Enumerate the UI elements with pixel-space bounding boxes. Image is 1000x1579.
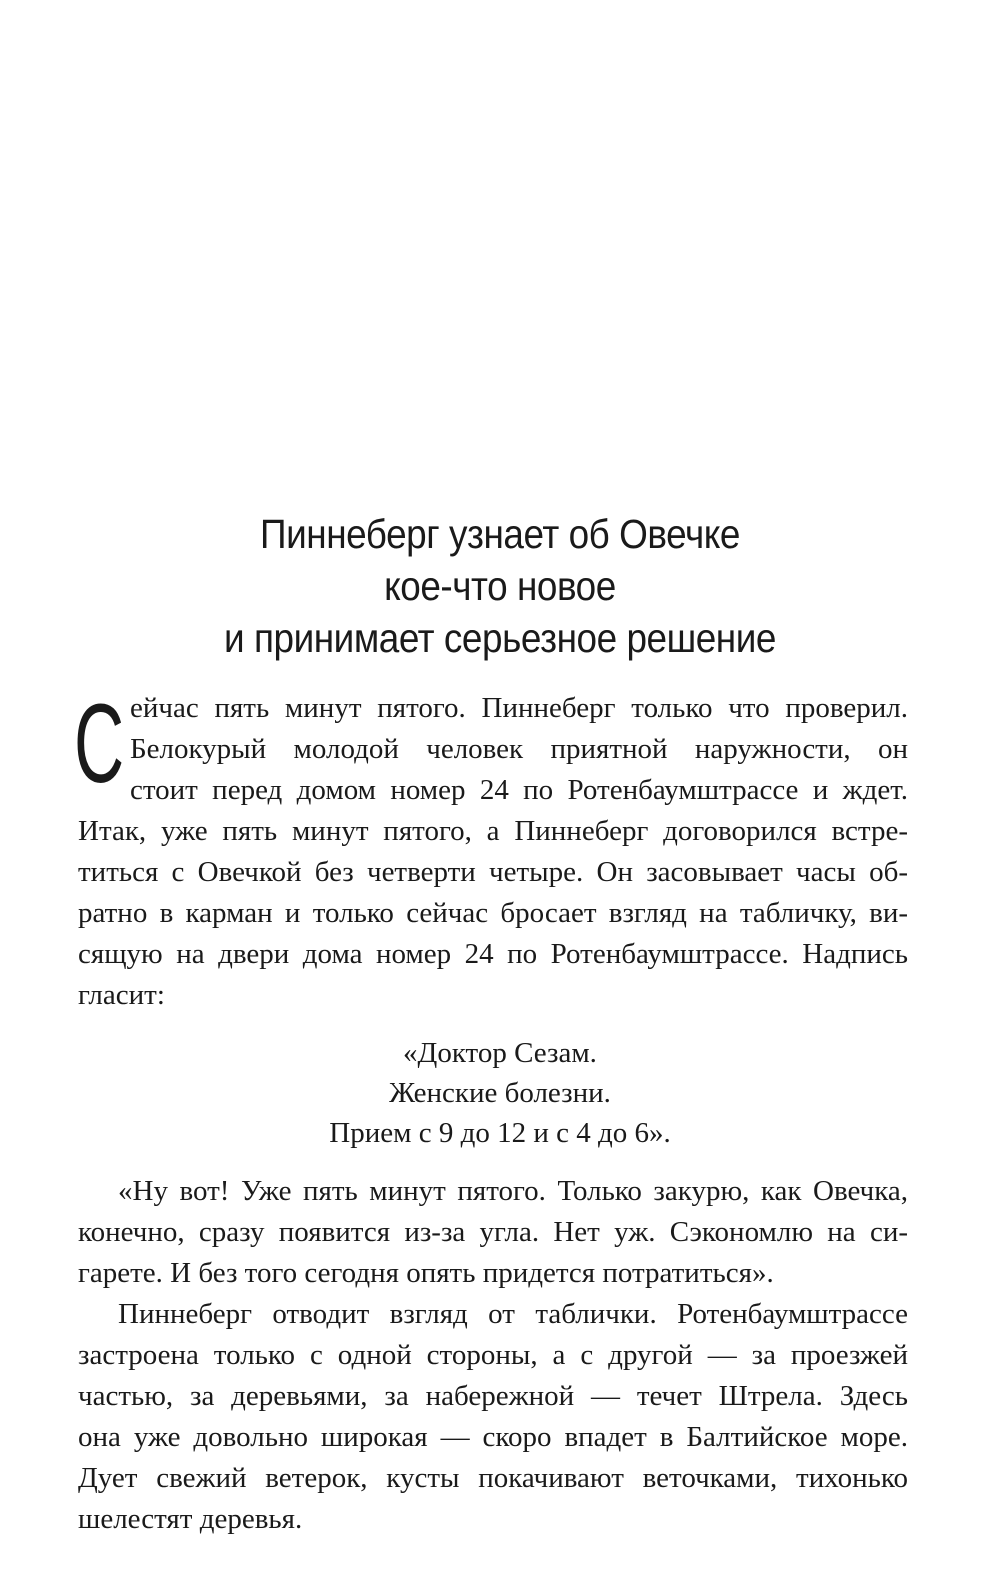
text-line: шелестят деревья. [78, 1503, 303, 1535]
text-line: гарете. И без того сегодня опять придется потратиться». [78, 1257, 774, 1289]
chapter-title-line: Пиннеберг узнает об Овечке [260, 511, 740, 557]
text-line: титься с Овечкой без четверти четыре. Он засовывает часы об- [78, 856, 908, 888]
text-line: стоит перед домом номер 24 по Ротенбаумштрассе и ждет. [130, 774, 908, 806]
text-line: Пиннеберг отводит взгляд от таблички. Ротенбаумштрассе [118, 1298, 908, 1330]
text-line: Дует свежий ветерок, кусты покачивают веточками, тихонько [78, 1462, 908, 1494]
drop-cap: С [74, 681, 125, 806]
chapter-title [185, 508, 815, 664]
text-line: Белокурый молодой человек приятной наружности, он [130, 733, 908, 765]
text-line: сящую на двери дома номер 24 по Ротенбаумштрассе. Надпись [78, 938, 908, 970]
text-line: застроена только с одной стороны, а с другой — за проезжей [78, 1339, 908, 1371]
text-line: Итак, уже пять минут пятого, а Пиннеберг договорился встре- [78, 815, 908, 847]
chapter-title-line: кое-что новое [384, 563, 616, 609]
text-line: «Ну вот! Уже пять минут пятого. Только закурю, как Овечка, [118, 1175, 908, 1207]
sign-line: «Доктор Сезам. [403, 1037, 597, 1069]
chapter-title-line: и принимает серьезное решение [224, 615, 776, 661]
sign-line: Прием с 9 до 12 и с 4 до 6». [329, 1117, 671, 1149]
text-line: частью, за деревьями, за набережной — течет Штрела. Здесь [78, 1380, 908, 1412]
sign-line: Женские болезни. [389, 1077, 611, 1109]
text-line: гласит: [78, 979, 165, 1011]
text-line: она уже довольно широкая — скоро впадет в Балтийское море. [78, 1421, 908, 1453]
text-line: конечно, сразу появится из-за угла. Нет уж. Сэкономлю на си- [78, 1216, 908, 1248]
text-line: ратно в карман и только сейчас бросает взгляд на табличку, ви- [78, 897, 908, 929]
text-line: ейчас пять минут пятого. Пиннеберг только что проверил. [130, 692, 908, 724]
